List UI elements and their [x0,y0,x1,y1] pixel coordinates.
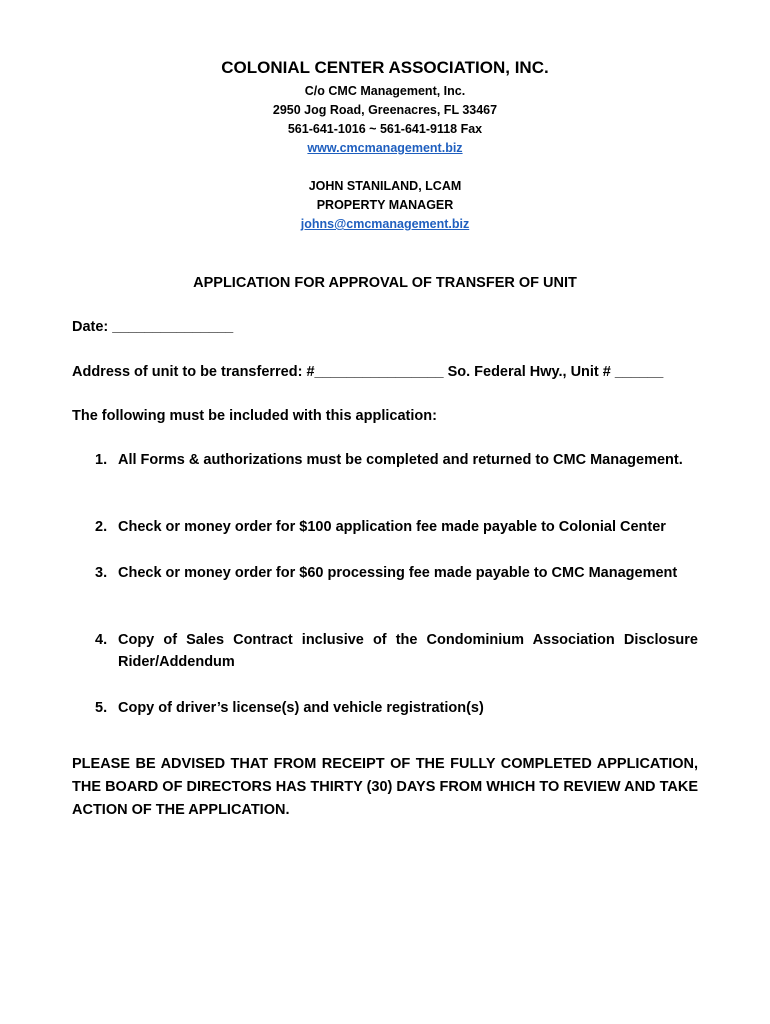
list-item-text: All Forms & authorizations must be completed and returned to CMC Management. [118,452,683,468]
manager-title: PROPERTY MANAGER [316,198,454,212]
list-item [95,562,698,584]
list-item-text: Check or money order for $100 application fee made payable to Colonial Center [118,519,666,535]
care-of-line: C/o CMC Management, Inc. [304,84,466,98]
list-item-number: 5. [95,700,108,716]
website-link[interactable]: www.cmcmanagement.biz [307,141,463,155]
phone-fax-line: 561-641-1016 ~ 561-641-9118 Fax [287,122,483,136]
list-item [95,516,698,538]
list-item-number: 4. [95,632,108,648]
manager-email-row [0,217,770,231]
list-item [95,449,698,471]
list-item [95,697,698,719]
list-item-number: 1. [95,452,108,468]
requirements-intro: The following must be included with this application: [72,408,437,424]
list-item-number: 3. [95,565,108,581]
unit-address-line: Address of unit to be transferred: #________________ So. Federal Hwy., Unit # ______ [72,364,664,380]
list-item [95,629,698,673]
list-item-text: Copy of Sales Contract inclusive of the Condominium Association Disclosure Rider/Addendum [118,632,698,670]
form-heading: APPLICATION FOR APPROVAL OF TRANSFER OF UNIT [193,275,577,291]
organization-name: COLONIAL CENTER ASSOCIATION, INC. [221,58,549,77]
website-link-row [0,141,770,155]
manager-name: JOHN STANILAND, LCAM [308,179,462,193]
address-line: 2950 Jog Road, Greenacres, FL 33467 [272,103,498,117]
list-item-text: Copy of driver’s license(s) and vehicle registration(s) [118,700,484,716]
board-review-notice: PLEASE BE ADVISED THAT FROM RECEIPT OF THE FULLY COMPLETED APPLICATION, THE BOARD OF DIRECTORS HAS THIRTY (30) DAYS FROM WHICH TO REVIEW AND TAKE ACTION OF THE APPLICATION. [72,756,698,818]
manager-email-link[interactable]: johns@cmcmanagement.biz [300,217,470,231]
list-item-text: Check or money order for $60 processing fee made payable to CMC Management [118,565,678,581]
date-line: Date: _______________ [72,319,234,335]
list-item-number: 2. [95,519,108,535]
